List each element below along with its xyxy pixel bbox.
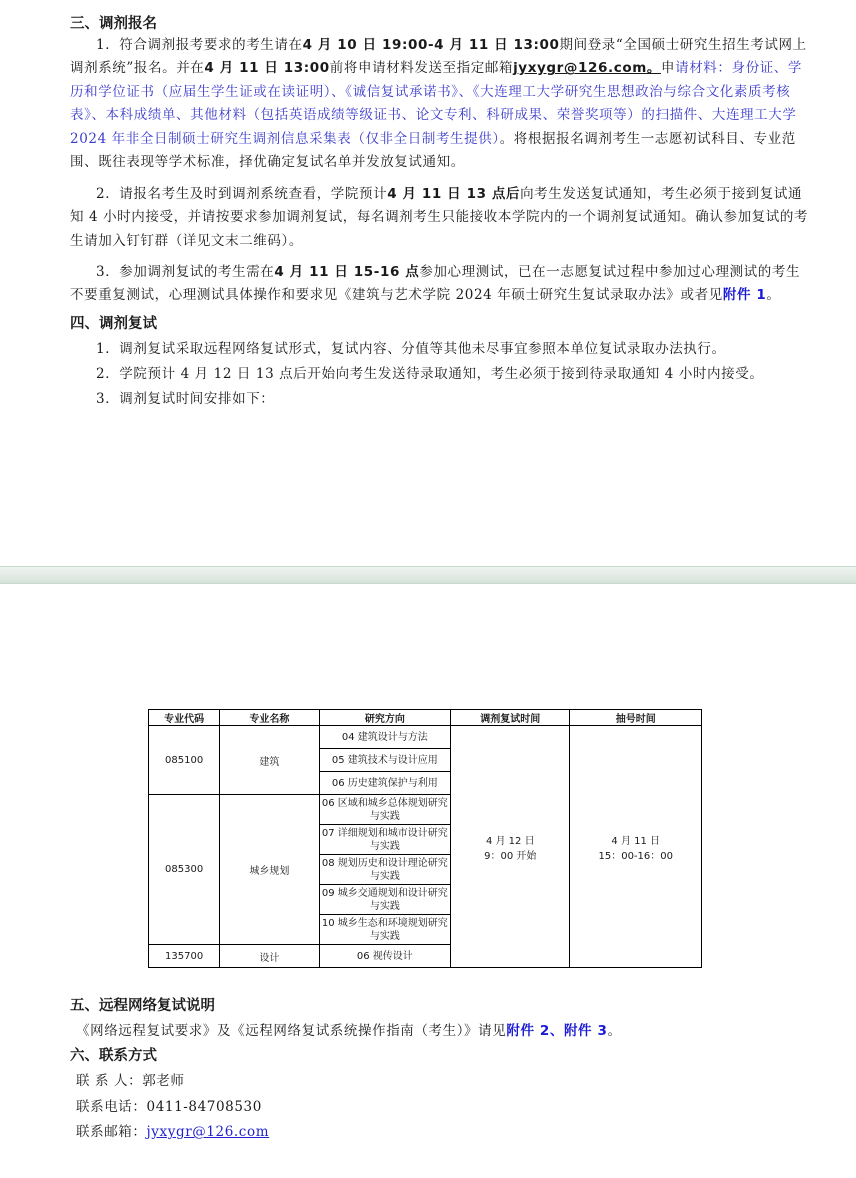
attachment-1-link[interactable]: 附件 1	[722, 287, 767, 304]
draw-time-cell: 4 月 11 日 15：00-16：00	[570, 726, 702, 968]
table-header-row	[149, 710, 702, 726]
section-4-line-3: 3．调剂复试时间安排如下：	[96, 391, 275, 407]
header-direction: 研究方向	[319, 710, 450, 726]
exam-time-cell: 4 月 12 日 9：00 开始	[451, 726, 570, 968]
name-cell: 建筑	[220, 726, 319, 795]
section-3-paragraph-3: 3．参加调剂复试的考生需在4 月 11 日 15-16 点参加心理测试，已在一志愿复试过程中参加过心理测试的考生不要重复测试，心理测试具体操作和要求见《建筑与艺术学院 2024 年硕士研究生复试录取办法》或者见附件 1。	[70, 264, 801, 304]
section-4-line-1: 1．调剂复试采取远程网络复试形式，复试内容、分值等其他未尽事宜参照本单位复试录取办法执行。	[96, 341, 726, 357]
page-separator	[0, 566, 856, 584]
header-draw-time: 抽号时间	[570, 710, 702, 726]
direction-cell: 06 区域和城乡总体规划研究与实践	[319, 795, 450, 825]
direction-cell: 06 历史建筑保护与利用	[319, 772, 450, 795]
code-cell: 135700	[149, 945, 220, 968]
direction-cell: 08 规划历史和设计理论研究与实践	[319, 855, 450, 885]
section-4-line-2: 2．学院预计 4 月 12 日 13 点后开始向考生发送待录取通知，考生必须于接到待录取通知 4 小时内接受。	[96, 366, 764, 382]
direction-cell: 09 城乡交通规划和设计研究与实践	[319, 885, 450, 915]
table-row	[149, 726, 702, 749]
application-email[interactable]: jyxygr@126.com。	[513, 60, 661, 77]
header-code: 专业代码	[149, 710, 220, 726]
direction-cell: 07 详细规划和城市设计研究与实践	[319, 825, 450, 855]
section-5-title: 五、远程网络复试说明	[70, 998, 215, 1014]
direction-cell: 10 城乡生态和环境规划研究与实践	[319, 915, 450, 945]
section-5-text: 《网络远程复试要求》及《远程网络复试系统操作指南（考生）》请见附件 2、附件 3。	[76, 1023, 622, 1039]
code-cell: 085100	[149, 726, 220, 795]
contact-phone: 联系电话：0411-84708530	[76, 1099, 262, 1115]
direction-cell: 06 视传设计	[319, 945, 450, 968]
name-cell: 设计	[220, 945, 319, 968]
header-name: 专业名称	[220, 710, 319, 726]
contact-person: 联 系 人：郭老师	[76, 1073, 185, 1089]
code-cell: 085300	[149, 795, 220, 945]
materials-list: 请材料：身份证、学历和学位证书（应届生学生证或在读证明）、《诚信复试承诺书》、《大连理工大学研究生思想政治与综合文化素质考核表》、本科成绩单、其他材料（包括英语成绩等级证书、论文专利、科研成果、荣誉奖项等）的扫描件、大连理工大学 2024 年非全日制硕士研究生调剂信息采集表（仅非全日制考生提供）	[70, 60, 803, 147]
section-6-title: 六、联系方式	[70, 1048, 157, 1064]
direction-cell: 05 建筑技术与设计应用	[319, 749, 450, 772]
contact-email: 联系邮箱：jyxygr@126.com	[76, 1124, 270, 1140]
header-exam-time: 调剂复试时间	[451, 710, 570, 726]
section-3-title: 三、调剂报名	[70, 16, 157, 32]
contact-email-link[interactable]: jyxygr@126.com	[146, 1124, 270, 1140]
attachment-2-3-link[interactable]: 附件 2、附件 3	[506, 1023, 608, 1039]
schedule-table	[148, 709, 702, 968]
section-3-paragraph-1: 1．符合调剂报考要求的考生请在4 月 10 日 19:00-4 月 11 日 13:00期间登录“全国硕士研究生招生考试网上调剂系统”报名。并在4 月 11 日 13:00前将申请材料发送至指定邮箱jyxygr@126.com。申请材料：身份证、学历和学位证书（应届生学生证或在读证明）、《诚信复试承诺书》、《大连理工大学研究生思想政治与综合文化素质考核表》、本科成绩单、其他材料（包括英语成绩等级证书、论文专利、科研成果、荣誉奖项等）的扫描件、大连理工大学 2024 年非全日制硕士研究生调剂信息采集表（仅非全日制考生提供）。将根据报名调剂考生一志愿初试科目、专业范围、既往表现等学术标准，择优确定复试名单并发放复试通知。	[70, 37, 807, 171]
name-cell: 城乡规划	[220, 795, 319, 945]
direction-cell: 04 建筑设计与方法	[319, 726, 450, 749]
document-page-1	[0, 0, 856, 566]
section-3-paragraph-2: 2．请报名考生及时到调剂系统查看，学院预计4 月 11 日 13 点后向考生发送复试通知，考生必须于接到复试通知 4 小时内接受，并请按要求参加调剂复试，每名调剂考生只能接收本学院内的一个调剂复试通知。确认参加复试的考生请加入钉钉群（详见文末二维码）。	[70, 186, 809, 249]
section-4-title: 四、调剂复试	[70, 316, 157, 332]
